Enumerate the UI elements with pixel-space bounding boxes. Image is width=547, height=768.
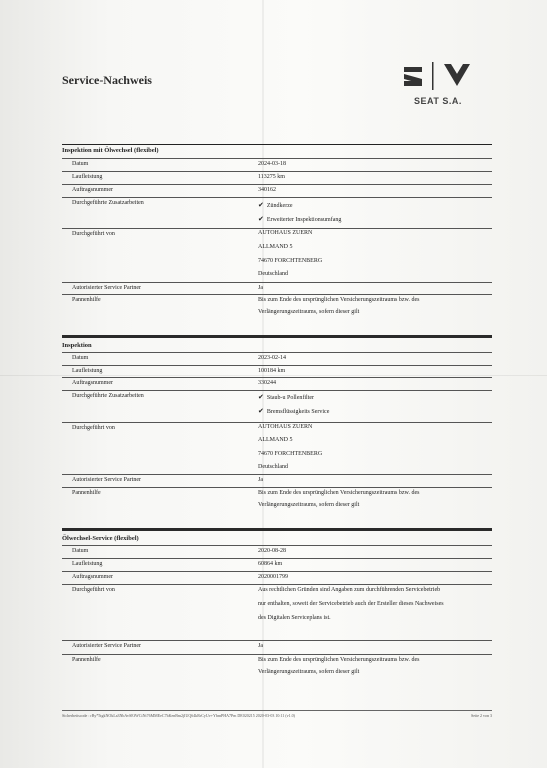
row-laufleistung <box>62 365 492 374</box>
legal-notice-line: des Digitalen Serviceplans ist. <box>258 615 331 621</box>
service-section-1 <box>62 144 492 314</box>
row-pannenhilfe <box>62 294 492 303</box>
label-service-partner: Autorisierter Service Partner <box>72 285 141 291</box>
row-service-partner <box>62 640 492 649</box>
zusatz-item: ✔ Staub-u Pollenfilter <box>258 393 315 401</box>
value-datum: 2023-02-14 <box>258 355 286 361</box>
label-durchgefuehrt-von: Durchgeführt von <box>72 425 115 431</box>
security-code: Sicherheitscode : rBy*5tgkNOkLa3NbAvSEfWCtNt76MMEeC7bKenBm2jIUQ64kRrCyUv+YbmPHA7Pm DE020215 2020-03-03 10:11 (v1.0) <box>62 713 296 718</box>
row-service-partner <box>62 282 492 291</box>
value-auftragsnummer: 2020001799 <box>258 574 288 580</box>
pannenhilfe-line: Verlängerungszeitraums, sofern dieser gilt <box>258 669 360 675</box>
label-auftragsnummer: Auftragsnummer <box>72 574 113 580</box>
value-pannenhilfe: Bis zum Ende des ursprünglichen Versicherungszeitraums bzw. des <box>258 490 420 496</box>
row-datum <box>62 545 492 554</box>
checkmark-icon: ✔ <box>258 201 264 209</box>
label-durchgefuehrt-von: Durchgeführt von <box>72 587 115 593</box>
value-auftragsnummer: 330244 <box>258 380 276 386</box>
brand-name: SEAT S.A. <box>414 96 462 106</box>
value-laufleistung: 60864 km <box>258 561 283 567</box>
document-title: Service-Nachweis <box>62 73 152 87</box>
row-pannenhilfe <box>62 487 492 496</box>
address-line: 74670 FORCHTENBERG <box>258 451 323 457</box>
row-service-partner <box>62 474 492 483</box>
value-service-partner: Ja <box>258 477 263 483</box>
zusatz-item: ✔ Bremsflüssigkeits Service <box>258 407 330 415</box>
page-number: Seite 2 von 3 <box>471 713 492 718</box>
value-auftragsnummer: 340162 <box>258 187 276 193</box>
legal-notice-line: nur enthalten, soweit der Servicebetrieb auch der Ersteller dieses Nachweises <box>258 601 444 607</box>
label-datum: Datum <box>72 548 89 554</box>
service-section-2 <box>62 340 492 515</box>
address-line: ALLMAND 5 <box>258 437 293 443</box>
value-laufleistung: 113275 km <box>258 174 285 180</box>
row-auftragsnummer <box>62 377 492 386</box>
label-service-partner: Autorisierter Service Partner <box>72 477 141 483</box>
legal-notice-line: Aus rechtlichen Gründen sind Angaben zum durchführenden Servicebetrieb <box>258 587 441 593</box>
value-service-partner: Ja <box>258 285 263 291</box>
value-pannenhilfe: Bis zum Ende des ursprünglichen Versicherungszeitraums bzw. des <box>258 297 420 303</box>
label-zusatzarbeiten: Durchgeführte Zusatzarbeiten <box>72 200 144 206</box>
section-heading: Ölwechsel-Service (flexibel) <box>62 535 139 542</box>
label-pannenhilfe: Pannenhilfe <box>72 490 101 496</box>
value-service-partner: Ja <box>258 643 263 649</box>
label-pannenhilfe: Pannenhilfe <box>72 657 101 663</box>
address-line: 74670 FORCHTENBERG <box>258 258 323 264</box>
section-heading: Inspektion mit Ölwechsel (flexibel) <box>62 144 492 159</box>
label-auftragsnummer: Auftragsnummer <box>72 380 113 386</box>
value-laufleistung: 100184 km <box>258 368 286 374</box>
section-heading: Inspektion <box>62 342 92 349</box>
value-pannenhilfe: Bis zum Ende des ursprünglichen Versicherungszeitraums bzw. des <box>258 657 420 663</box>
pannenhilfe-line: Verlängerungszeitraums, sofern dieser gilt <box>258 502 360 508</box>
address-line: Deutschland <box>258 464 288 470</box>
label-laufleistung: Laufleistung <box>72 368 103 374</box>
value-datum: 2024-03-18 <box>258 161 286 167</box>
label-durchgefuehrt-von: Durchgeführt von <box>72 231 115 237</box>
value-datum: 2020-08-28 <box>258 548 286 554</box>
row-datum <box>62 158 492 167</box>
zusatz-item: ✔ Erweiterter Inspektionsumfang <box>258 215 342 223</box>
row-auftragsnummer <box>62 571 492 580</box>
label-service-partner: Autorisierter Service Partner <box>72 643 141 649</box>
label-datum: Datum <box>72 355 89 361</box>
row-laufleistung <box>62 171 492 180</box>
label-laufleistung: Laufleistung <box>72 174 103 180</box>
row-auftragsnummer <box>62 184 492 193</box>
address-line: AUTOHAUS ZUERN <box>258 424 313 430</box>
address-line: ALLMAND 5 <box>258 244 293 250</box>
label-zusatzarbeiten: Durchgeführte Zusatzarbeiten <box>72 393 144 399</box>
section-divider <box>62 335 492 338</box>
section-divider <box>62 528 492 531</box>
label-laufleistung: Laufleistung <box>72 561 103 567</box>
service-section-3 <box>62 533 492 698</box>
row-laufleistung <box>62 558 492 567</box>
pannenhilfe-line: Verlängerungszeitraums, sofern dieser gilt <box>258 309 360 315</box>
address-line: AUTOHAUS ZUERN <box>258 230 313 236</box>
label-auftragsnummer: Auftragsnummer <box>72 187 113 193</box>
address-line: Deutschland <box>258 271 288 277</box>
zusatz-item: ✔ Zündkerze <box>258 201 293 209</box>
label-datum: Datum <box>72 161 89 167</box>
row-datum <box>62 352 492 361</box>
checkmark-icon: ✔ <box>258 407 264 415</box>
checkmark-icon: ✔ <box>258 393 264 401</box>
checkmark-icon: ✔ <box>258 215 264 223</box>
label-pannenhilfe: Pannenhilfe <box>72 297 101 303</box>
row-pannenhilfe <box>62 654 492 663</box>
page-footer <box>62 710 492 718</box>
